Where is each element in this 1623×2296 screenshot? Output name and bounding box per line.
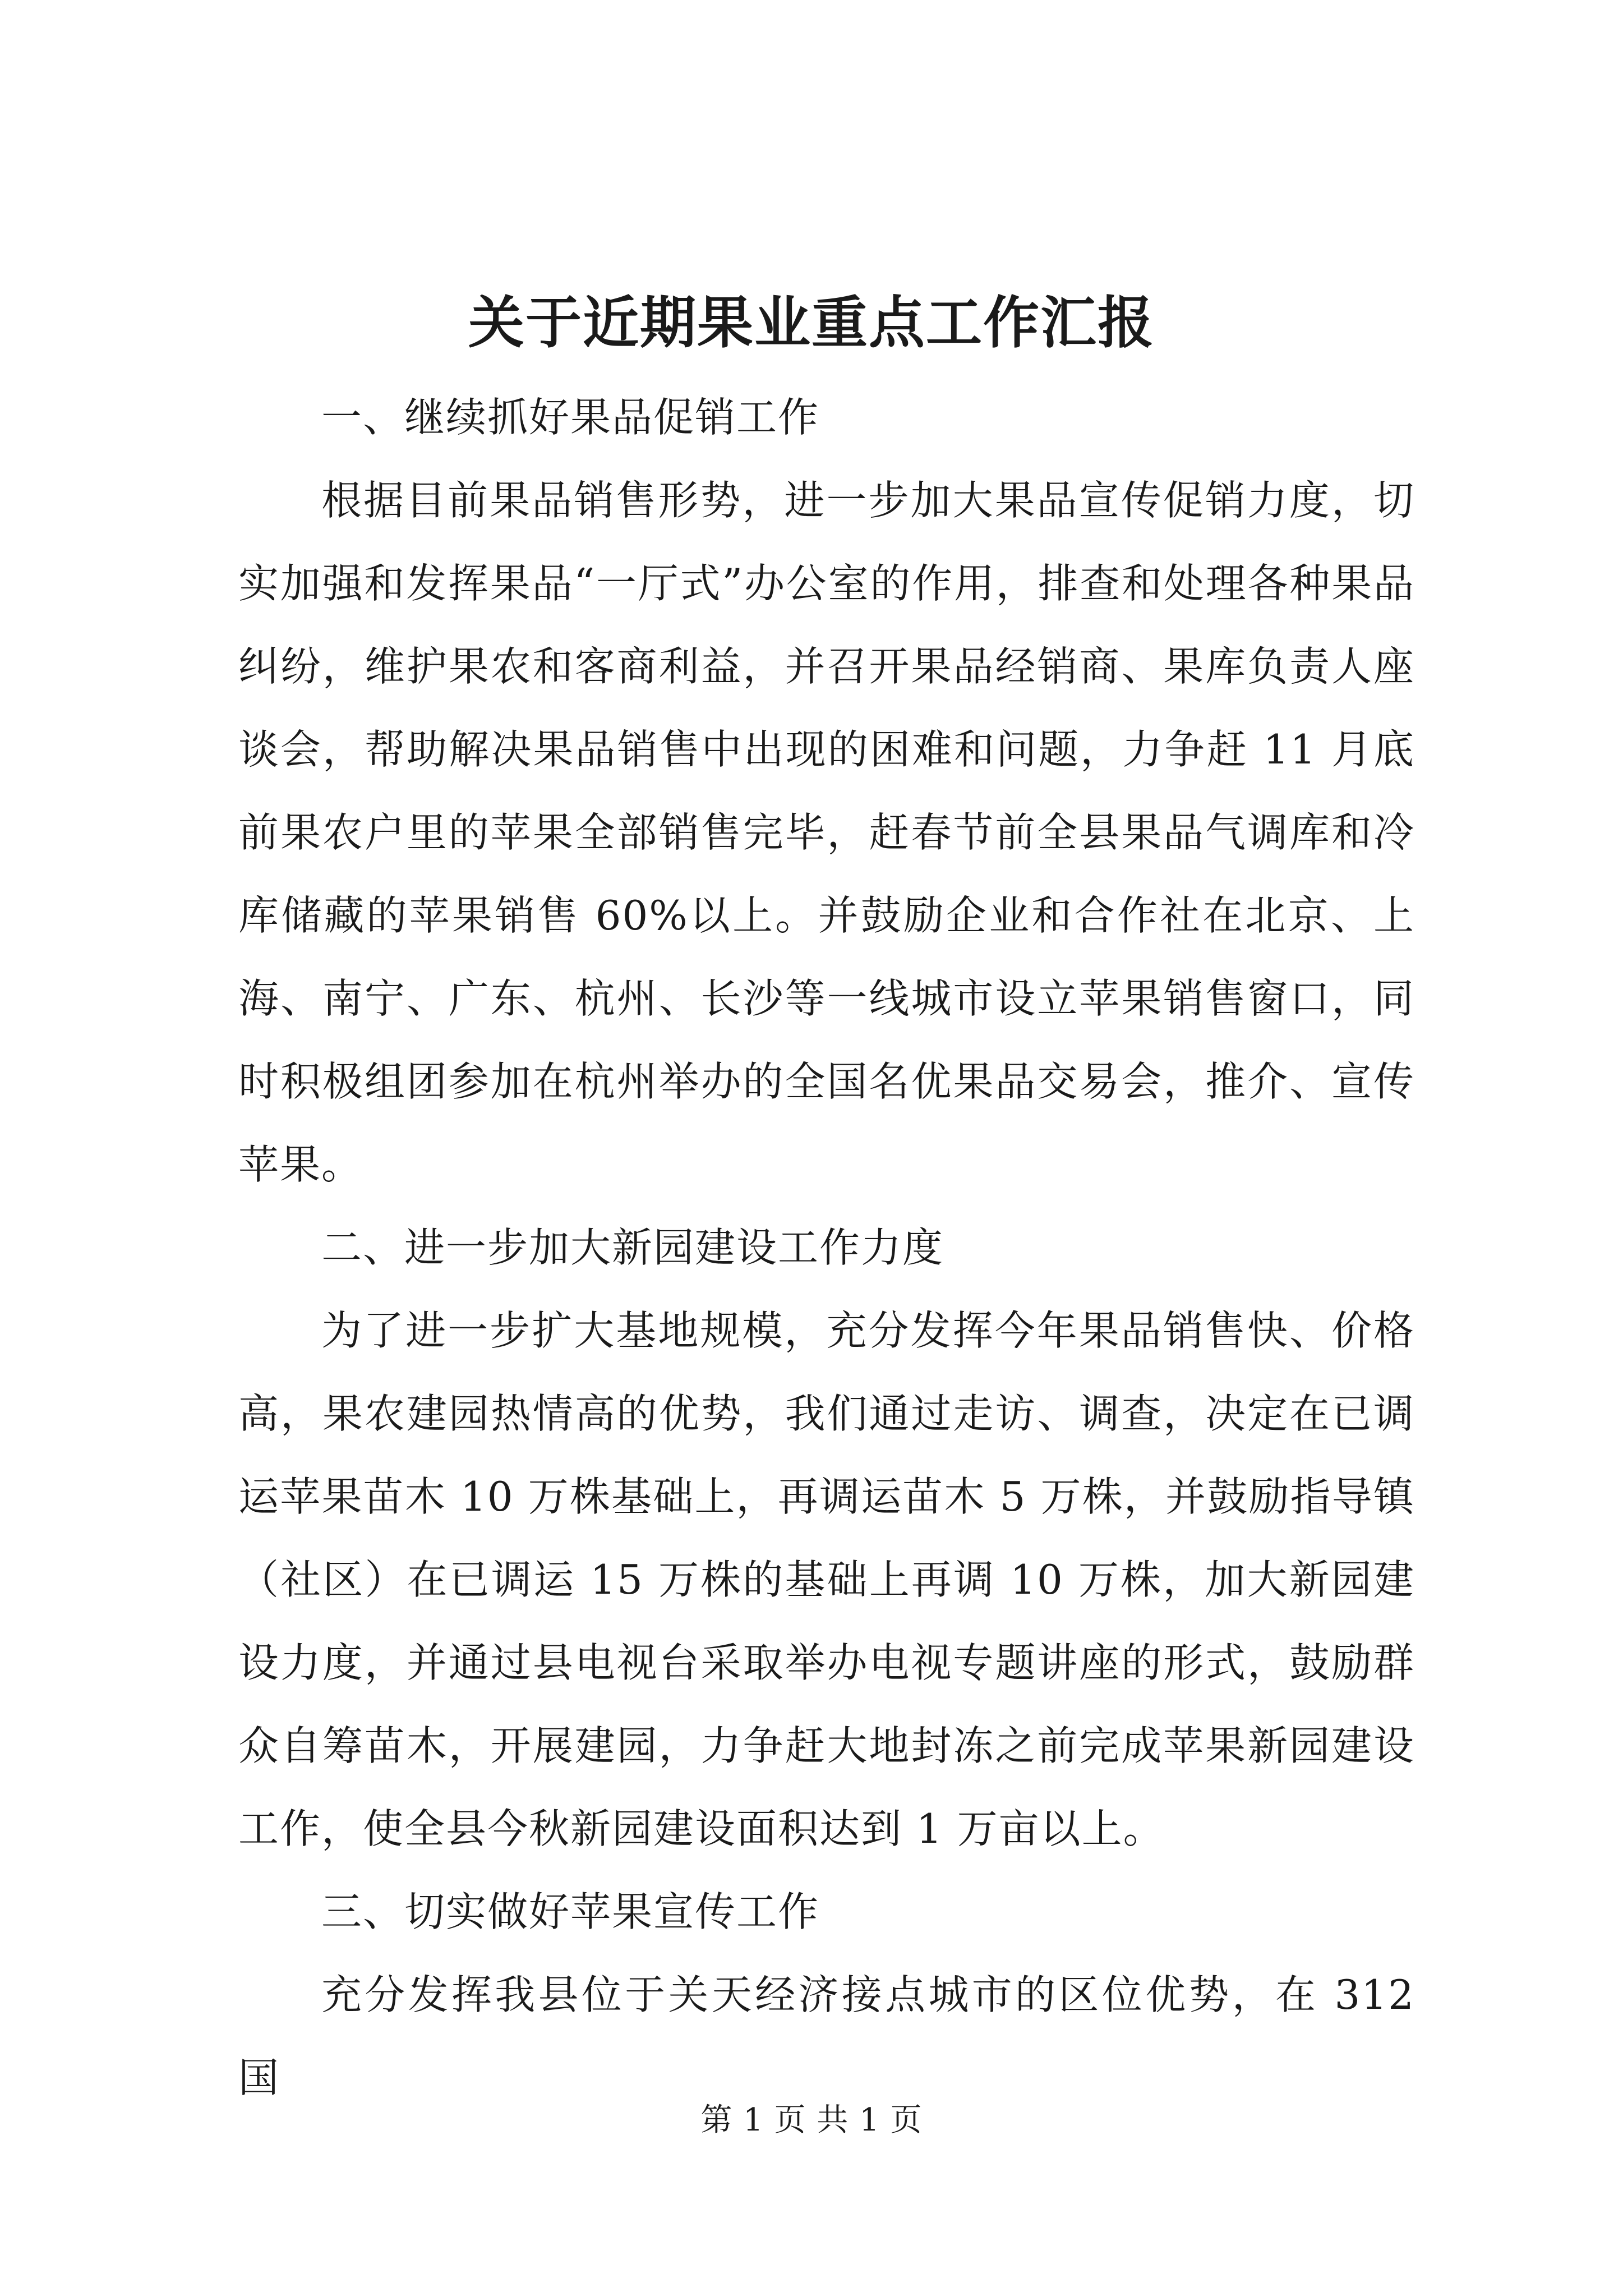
document-body bbox=[238, 376, 1415, 2119]
section-heading-1: 一、继续抓好果品促销工作 bbox=[321, 394, 820, 441]
section-heading-2: 二、进一步加大新园建设工作力度 bbox=[321, 1224, 944, 1271]
body-paragraph-3: 充分发挥我县位于关天经济接点城市的区位优势，在 312 国 bbox=[238, 1971, 1415, 2101]
body-paragraph-1: 根据目前果品销售形势，进一步加大果品宣传促销力度，切实加强和发挥果品“一厅式”办公室的作用，排查和处理各种果品纠纷，维护果农和客商利益，并召开果品经销商、果库负责人座谈会，帮助解决果品销售中出现的困难和问题，力争赶 11 月底前果农户里的苹果全部销售完毕，赶春节前全县果品气调库和冷库储藏的苹果销售 60%以上。并鼓励企业和合作社在北京、上海、南宁、广东、杭州、长沙等一线城市设立苹果销售窗口，同时积极组团参加在杭州举办的全国名优果品交易会，推介、宣传苹果。 bbox=[238, 477, 1415, 1188]
document-title: 关于近期果业重点工作汇报 bbox=[468, 289, 1155, 356]
section-heading-3: 三、切实做好苹果宣传工作 bbox=[321, 1888, 820, 1935]
body-paragraph-2: 为了进一步扩大基地规模，充分发挥今年果品销售快、价格高，果农建园热情高的优势，我们通过走访、调查，决定在已调运苹果苗木 10 万株基础上，再调运苗木 5 万株，并鼓励指导镇（社区）在已调运 15 万株的基础上再调 10 万株，加大新园建设力度，并通过县电视台采取举办电视专题讲座的形式，鼓励群众自筹苗木，开展建园，力争赶大地封冻之前完成苹果新园建设工作，使全县今秋新园建设面积达到 1 万亩以上。 bbox=[238, 1307, 1415, 1852]
page-number-footer: 第 1 页 共 1 页 bbox=[700, 2102, 923, 2138]
